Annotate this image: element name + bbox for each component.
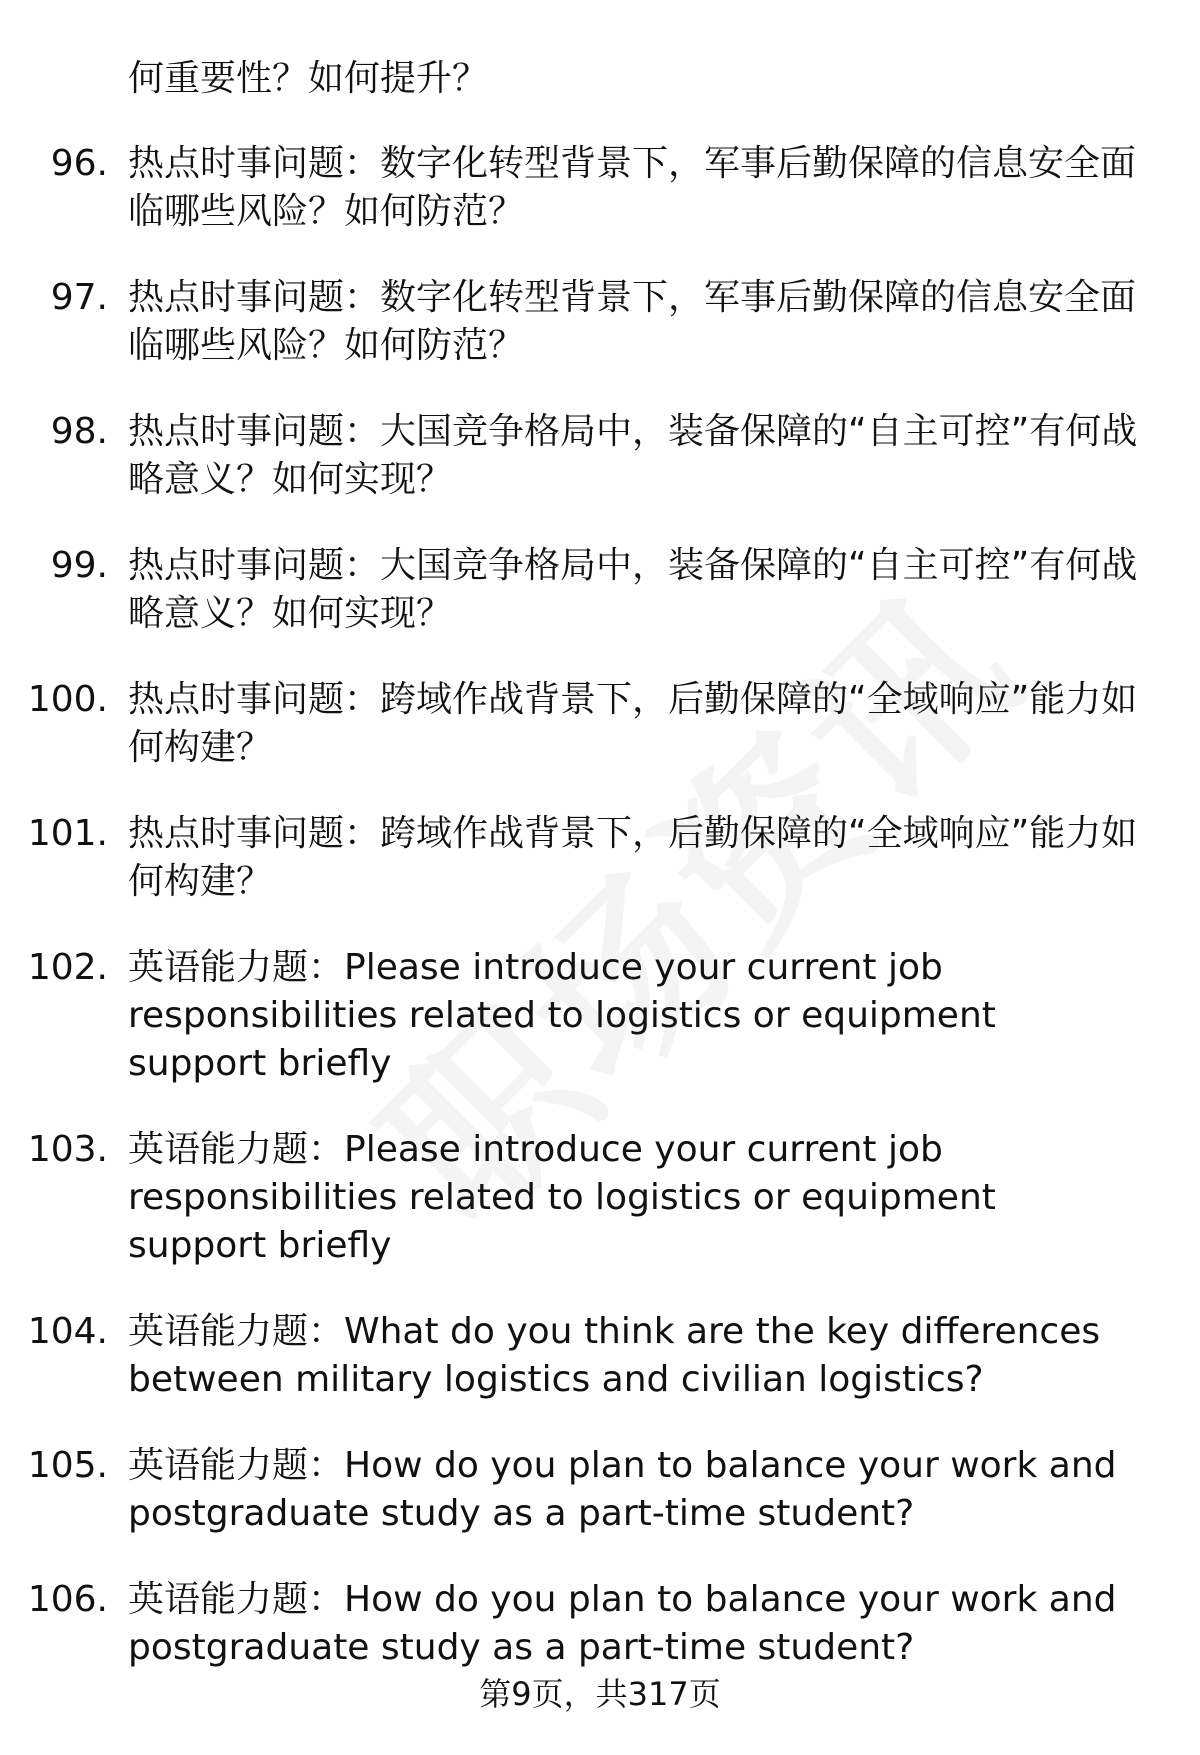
question-text: 英语能力题：Please introduce your current job responsibilities related to logistics or equipment support briefly <box>128 947 996 1084</box>
question-number: 99. <box>50 545 108 586</box>
list-item <box>0 542 1200 638</box>
list-item <box>0 1308 1200 1404</box>
list-item <box>0 1442 1200 1538</box>
question-number: 96. <box>50 143 108 184</box>
list-item <box>0 1576 1200 1672</box>
question-text: 英语能力题：How do you plan to balance your work and postgraduate study as a part-time student? <box>128 1579 1117 1668</box>
question-text: 英语能力题：Please introduce your current job responsibilities related to logistics or equipment support briefly <box>128 1129 996 1266</box>
question-number: 101. <box>27 813 108 854</box>
list-item <box>0 944 1200 1088</box>
question-number: 98. <box>50 411 108 452</box>
question-number: 100. <box>27 679 108 720</box>
question-text: 热点时事问题：跨域作战背景下，后勤保障的“全域响应”能力如何构建？ <box>128 813 1138 902</box>
list-item <box>0 676 1200 772</box>
page-number-footer: 第9页，共317页 <box>479 1675 721 1713</box>
continued-question-text: 何重要性？如何提升？ <box>128 58 489 99</box>
list-item <box>0 810 1200 906</box>
question-text: 英语能力题：What do you think are the key differences between military logistics and civilian logistics? <box>128 1311 1101 1400</box>
question-text: 热点时事问题：数字化转型背景下，军事后勤保障的信息安全面临哪些风险？如何防范？ <box>128 143 1137 232</box>
question-number: 102. <box>27 947 108 988</box>
question-number: 105. <box>27 1445 108 1486</box>
question-text: 热点时事问题：跨域作战背景下，后勤保障的“全域响应”能力如何构建？ <box>128 679 1138 768</box>
list-item <box>0 1126 1200 1270</box>
question-number: 97. <box>50 277 108 318</box>
question-text: 英语能力题：How do you plan to balance your work and postgraduate study as a part-time student? <box>128 1445 1117 1534</box>
question-number: 104. <box>27 1311 108 1352</box>
question-number: 106. <box>27 1579 108 1620</box>
question-text: 热点时事问题：大国竞争格局中，装备保障的“自主可控”有何战略意义？如何实现？ <box>128 545 1138 634</box>
question-text: 热点时事问题：大国竞争格局中，装备保障的“自主可控”有何战略意义？如何实现？ <box>128 411 1138 500</box>
list-item <box>0 274 1200 370</box>
question-list <box>0 140 1200 1710</box>
list-item <box>0 140 1200 236</box>
list-item <box>0 408 1200 504</box>
question-number: 103. <box>27 1129 108 1170</box>
question-text: 热点时事问题：数字化转型背景下，军事后勤保障的信息安全面临哪些风险？如何防范？ <box>128 277 1137 366</box>
